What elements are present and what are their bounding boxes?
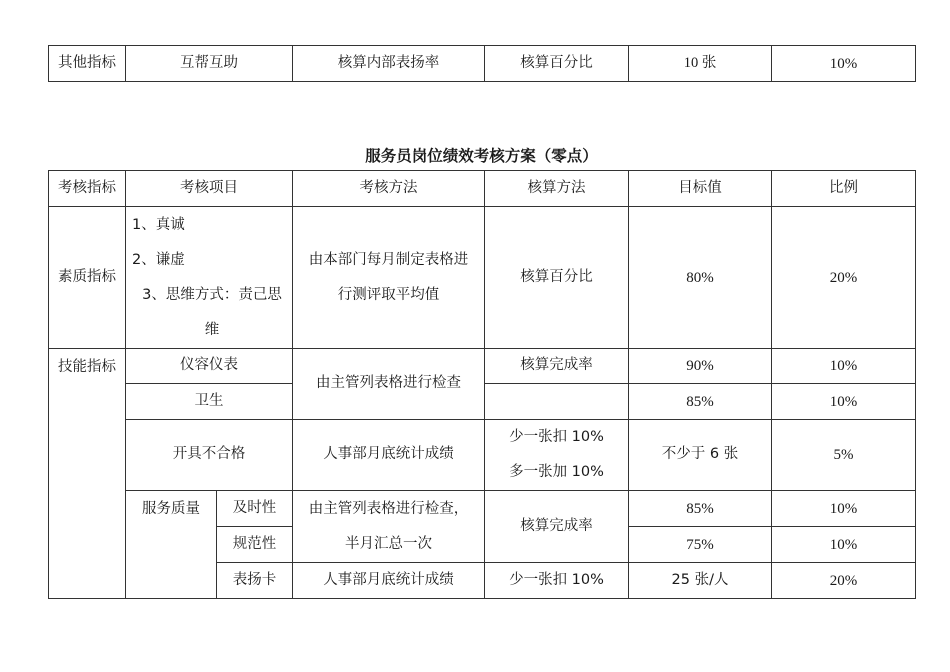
quality-item: 1、真诚 [132, 216, 185, 233]
top-table [48, 45, 916, 82]
standard-target: 75% [629, 527, 772, 563]
invoice-calc-line: 多一张加 10% [509, 464, 604, 480]
standard-ratio: 10% [772, 527, 916, 563]
invoice-item: 开具不合格 [126, 420, 293, 491]
hygiene-item: 卫生 [126, 384, 293, 420]
timely-method-line: 半月汇总一次 [345, 535, 432, 552]
skill-indicator: 技能指标 [49, 349, 126, 599]
appearance-target: 90% [629, 349, 772, 384]
invoice-target: 不少于 6 张 [629, 420, 772, 491]
page-title: 服务员岗位绩效考核方案（零点） [365, 147, 598, 165]
quality-item: 3、思维方式：责己思 [142, 286, 282, 303]
quality-ratio: 20% [772, 207, 916, 349]
praise-target: 25 张/人 [629, 563, 772, 599]
appearance-calc: 核算完成率 [485, 349, 629, 384]
invoice-ratio: 5% [772, 420, 916, 491]
cell-calc: 核算百分比 [485, 46, 629, 82]
quality-calc: 核算百分比 [485, 207, 629, 349]
header-indicator: 考核指标 [49, 171, 126, 207]
hygiene-calc [485, 384, 629, 420]
header-method: 考核方法 [293, 171, 485, 207]
timely-target: 85% [629, 491, 772, 527]
header-row [49, 171, 916, 207]
timely-ratio: 10% [772, 491, 916, 527]
invoice-method: 人事部月底统计成绩 [293, 420, 485, 491]
quality-method-line: 由本部门每月制定表格进 [308, 251, 469, 268]
invoice-calc [485, 420, 629, 491]
hygiene-target: 85% [629, 384, 772, 420]
quality-item: 维 [204, 321, 220, 338]
service-quality-item: 服务质量 [126, 491, 217, 599]
quality-item: 2、谦虚 [132, 251, 185, 268]
standard-item: 规范性 [217, 527, 293, 563]
quality-method [293, 207, 485, 349]
quality-indicator: 素质指标 [49, 207, 126, 349]
quality-items [126, 207, 293, 349]
header-target: 目标值 [629, 171, 772, 207]
table-row [49, 207, 916, 349]
timely-item: 及时性 [217, 491, 293, 527]
table-row [49, 46, 916, 82]
cell-method: 核算内部表扬率 [293, 46, 485, 82]
praise-ratio: 20% [772, 563, 916, 599]
cell-item: 互帮互助 [126, 46, 293, 82]
quality-method-line: 行测评取平均值 [337, 286, 440, 303]
header-item: 考核项目 [126, 171, 293, 207]
supervisor-check-method: 由主管列表格进行检查 [293, 349, 485, 420]
table-row [49, 420, 916, 491]
invoice-calc-line: 少一张扣 10% [509, 429, 604, 445]
cell-ratio: 10% [772, 46, 916, 82]
appearance-item: 仪容仪表 [126, 349, 293, 384]
timely-calc: 核算完成率 [485, 491, 629, 563]
timely-method [293, 491, 485, 563]
hygiene-ratio: 10% [772, 384, 916, 420]
praise-calc: 少一张扣 10% [485, 563, 629, 599]
header-ratio: 比例 [772, 171, 916, 207]
kpi-table [48, 170, 916, 599]
header-calc: 核算方法 [485, 171, 629, 207]
praise-item: 表扬卡 [217, 563, 293, 599]
praise-method: 人事部月底统计成绩 [293, 563, 485, 599]
cell-target: 10 张 [629, 46, 772, 82]
quality-target: 80% [629, 207, 772, 349]
appearance-ratio: 10% [772, 349, 916, 384]
timely-method-line: 由主管列表格进行检查， [308, 500, 469, 517]
table-row [49, 491, 916, 527]
cell-indicator: 其他指标 [49, 46, 126, 82]
table-row [49, 349, 916, 384]
